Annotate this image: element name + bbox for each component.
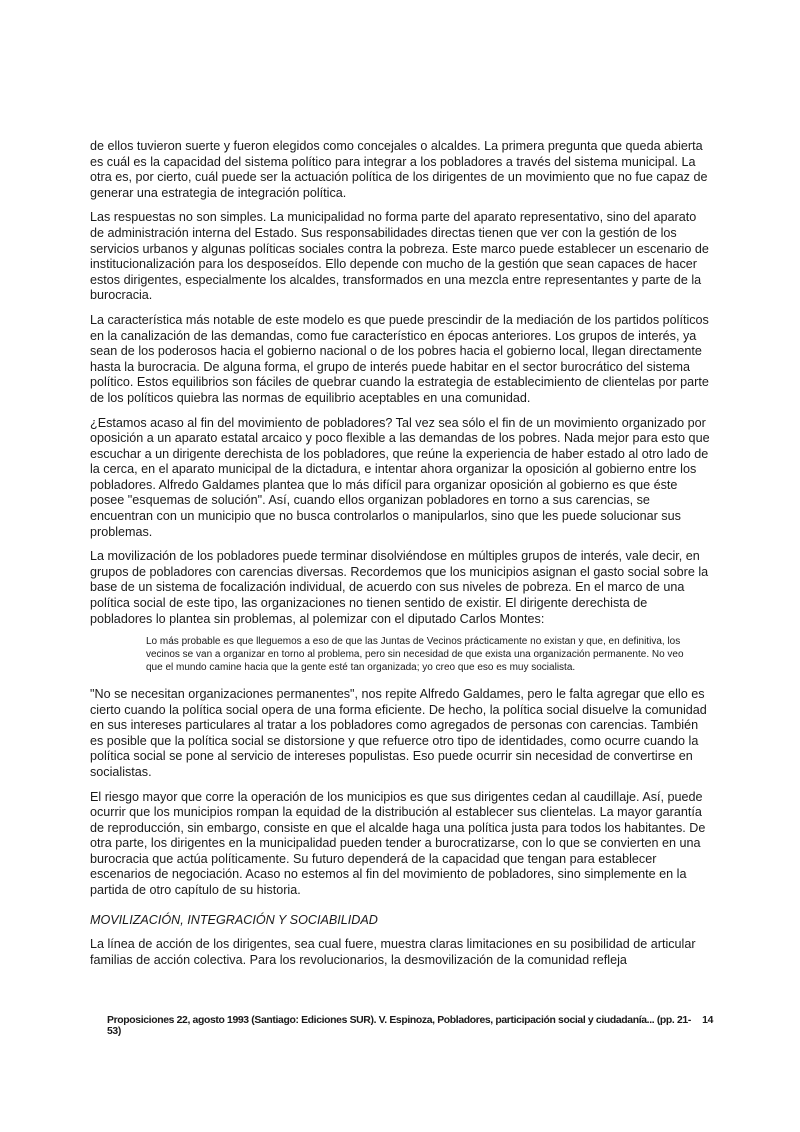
paragraph: ¿Estamos acaso al fin del movimiento de pobladores? Tal vez sea sólo el fin de un movimiento organizado por oposición a un aparato estatal arcaico y poco flexible a las demandas de los pobres. Nada mejor para esto que escuchar a un dirigente derechista de los pobladores, que reúne la experiencia de haber estado al otro lado de la cerca, en el aparato municipal de la dictadura, e intentar ahora organizar la oposición al gobierno entre los pobladores. Alfredo Galdames plantea que lo más difícil para organizar oposición al gobierno es que éste posee "esquemas de solución". Así, cuando ellos organizan pobladores en torno a sus carencias, se encuentran con un municipio que no busca controlarlos o manipularlos, sino que les puede solucionar sus problemas. xyxy=(90,415,710,539)
paragraph: La movilización de los pobladores puede terminar disolviéndose en múltiples grupos de interés, vale decir, en grupos de pobladores con carencias diversas. Recordemos que los municipios asignan el gasto social sobre la base de un sistema de focalización individual, de acuerdo con sus niveles de pobreza. En el marco de una política social de este tipo, las organizaciones no tienen sentido de existir. El dirigente derechista de pobladores lo plantea sin problemas, al polemizar con el diputado Carlos Montes: xyxy=(90,549,709,626)
paragraph: Las respuestas no son simples. La municipalidad no forma parte del aparato representativo, sino del aparato de administración interna del Estado. Sus responsabilidades directas tienen que ver con la gestión de los servicios urbanos y algunas políticas sociales contra la pobreza. Este marco puede establecer un escenario de institucionalización para los desposeídos. Ello depende con mucho de la gestión que sean capaces de hacer estos dirigentes, especialmente los alcaldes, transformados en una mezcla entre representantes y parte de la burocracia. xyxy=(90,210,709,303)
footer-citation: Proposiciones 22, agosto 1993 (Santiago: Ediciones SUR). V. Espinoza, Pobladores, participación social y ciudadanía... (pp. 21-53) xyxy=(107,1015,691,1037)
section-heading: MOVILIZACIÓN, INTEGRACIÓN Y SOCIABILIDAD xyxy=(90,912,378,927)
paragraph: "No se necesitan organizaciones permanentes", nos repite Alfredo Galdames, pero le falta agregar que ello es cierto cuando la política social opera de una forma eficiente. De hecho, la política social disuelve la comunidad en sus intereses particulares al tratar a los pobladores como agregados de personas con carencias. También es posible que la política social se distorsione y que refuerce otro tipo de identidades, como ocurre cuando la política social se pone al servicio de intereses populistas. Eso puede ocurrir sin necesidad de convertirse en socialistas. xyxy=(90,686,707,779)
page-number: 14 xyxy=(702,1015,713,1026)
paragraph: La línea de acción de los dirigentes, sea cual fuere, muestra claras limitaciones en su posibilidad de articular familias de acción colectiva. Para los revolucionarios, la desmovilización de la comunidad refleja xyxy=(90,937,696,967)
paragraph: de ellos tuvieron suerte y fueron elegidos como concejales o alcaldes. La primera pregunta que queda abierta es cuál es la capacidad del sistema político para integrar a los pobladores a través del sistema municipal. La otra es, por cierto, cuál puede ser la actuación política de los dirigentes de un movimiento que no fue capaz de generar una estrategia de integración política. xyxy=(90,139,708,200)
paragraph: La característica más notable de este modelo es que puede prescindir de la mediación de los partidos políticos en la canalización de las demandas, como fue característico en épocas anteriores. Los grupos de interés, ya sean de los poderosos hacia el gobierno nacional o de los pobres hacia el gobierno local, llegan directamente hasta la burocracia. De alguna forma, el grupo de interés puede habitar en el sector burocrático del sistema político. Estos equilibrios son fáciles de quebrar cuando la estrategia de establecimiento de clientelas por parte de los políticos quiebra las normas de equilibrio aceptables en una comunidad. xyxy=(90,312,709,405)
document-body xyxy=(90,139,710,977)
block-quote: Lo más probable es que lleguemos a eso de que las Juntas de Vecinos prácticamente no existan y que, en definitiva, los vecinos se van a organizar en torno al problema, pero sin necesidad de que exista una organización permanente. No veo que el mundo camine hacia que la gente esté tan organizada; yo creo que eso es muy socialista. xyxy=(146,636,684,674)
page-footer xyxy=(107,1015,713,1037)
paragraph: El riesgo mayor que corre la operación de los municipios es que sus dirigentes cedan al caudillaje. Así, puede ocurrir que los municipios rompan la equidad de la distribución al establecer sus clientelas. La mayor garantía de reproducción, sin embargo, consiste en que el alcalde haga una política justa para todos los habitantes. De otra parte, los dirigentes en la municipalidad pueden tender a burocratizarse, con lo que se convierten en una burocracia que actúa políticamente. Su futuro dependerá de la capacidad que tengan para establecer escenarios de negociación. Acaso no estemos al fin del movimiento de pobladores, sino simplemente en la partida de otro capítulo de su historia. xyxy=(90,789,706,898)
